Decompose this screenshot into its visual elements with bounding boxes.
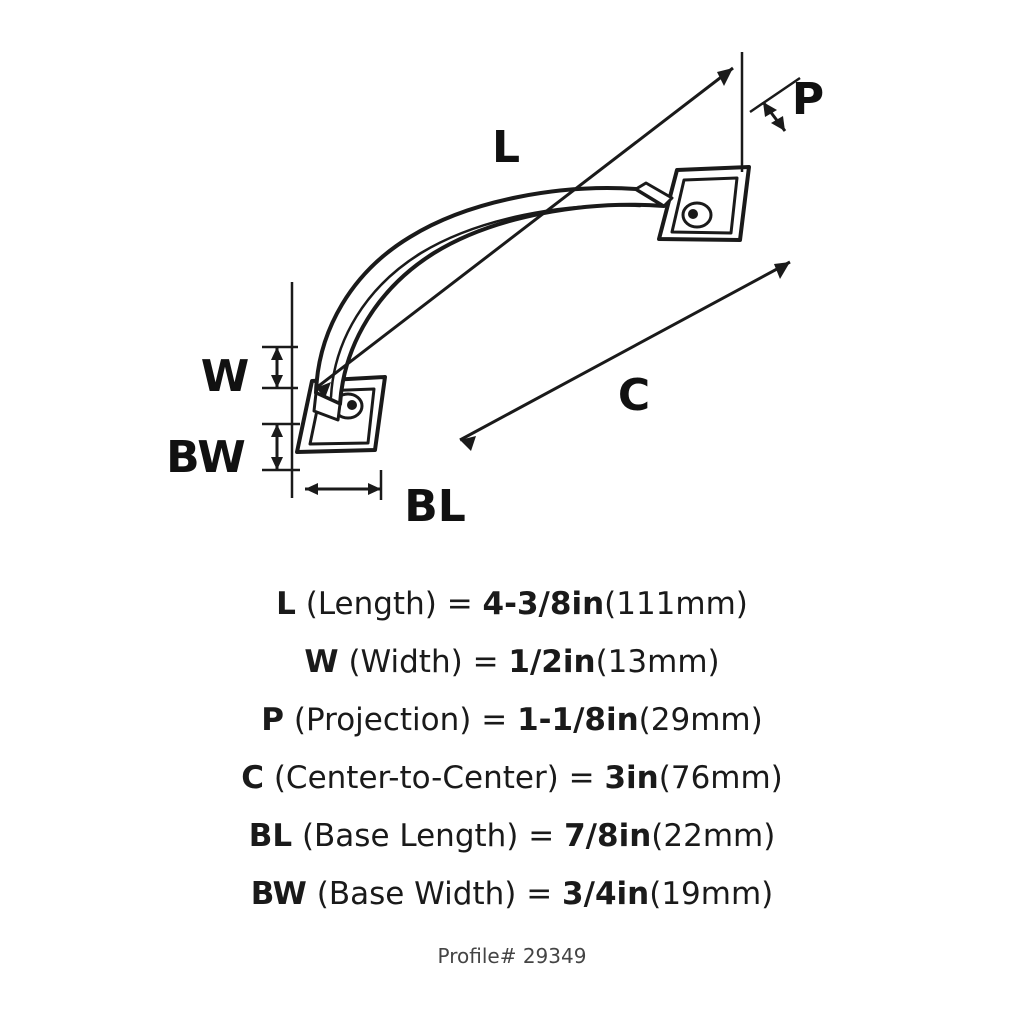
- spec-value: 1-1/8in: [517, 702, 639, 738]
- spec-name: (Center-to-Center): [273, 760, 559, 796]
- spec-row: [0, 865, 1024, 923]
- spec-eq: =: [568, 760, 595, 796]
- spec-eq: =: [446, 586, 473, 622]
- specification-list: [0, 575, 1024, 923]
- spec-eq: =: [528, 818, 555, 854]
- spec-eq: =: [481, 702, 508, 738]
- callout-label-BW: BW: [166, 432, 246, 483]
- spec-name: (Base Width): [316, 876, 517, 912]
- spec-metric: (13mm): [595, 644, 720, 680]
- spec-value: 7/8in: [564, 818, 652, 854]
- callout-label-BL: BL: [404, 481, 466, 532]
- callout-label-C: C: [617, 370, 651, 421]
- spec-key: P: [261, 702, 285, 738]
- spec-key: L: [276, 586, 296, 622]
- spec-name: (Projection): [293, 702, 472, 738]
- spec-name: (Length): [305, 586, 437, 622]
- spec-row: [0, 633, 1024, 691]
- spec-row: [0, 575, 1024, 633]
- spec-key: BW: [250, 876, 307, 912]
- spec-metric: (76mm): [658, 760, 783, 796]
- spec-metric: (111mm): [604, 586, 748, 622]
- diagram-callout-labels: [166, 74, 824, 532]
- callout-label-L: L: [491, 122, 521, 173]
- spec-row: [0, 749, 1024, 807]
- spec-row: [0, 807, 1024, 865]
- profile-number: Profile# 29349: [437, 944, 587, 968]
- spec-value: 3in: [604, 760, 659, 796]
- spec-key: W: [304, 644, 339, 680]
- spec-name: (Base Length): [301, 818, 519, 854]
- spec-key: BL: [248, 818, 293, 854]
- spec-metric: (22mm): [651, 818, 776, 854]
- spec-metric: (29mm): [638, 702, 763, 738]
- spec-row: [0, 691, 1024, 749]
- callout-label-W: W: [200, 351, 250, 402]
- spec-value: 1/2in: [508, 644, 596, 680]
- spec-value: 4-3/8in: [482, 586, 605, 622]
- handle-drawing: [297, 167, 749, 452]
- spec-key: C: [241, 760, 264, 796]
- spec-metric: (19mm): [649, 876, 774, 912]
- spec-name: (Width): [348, 644, 463, 680]
- spec-eq: =: [472, 644, 499, 680]
- callout-label-P: P: [791, 74, 825, 125]
- spec-eq: =: [526, 876, 553, 912]
- spec-value: 3/4in: [562, 876, 650, 912]
